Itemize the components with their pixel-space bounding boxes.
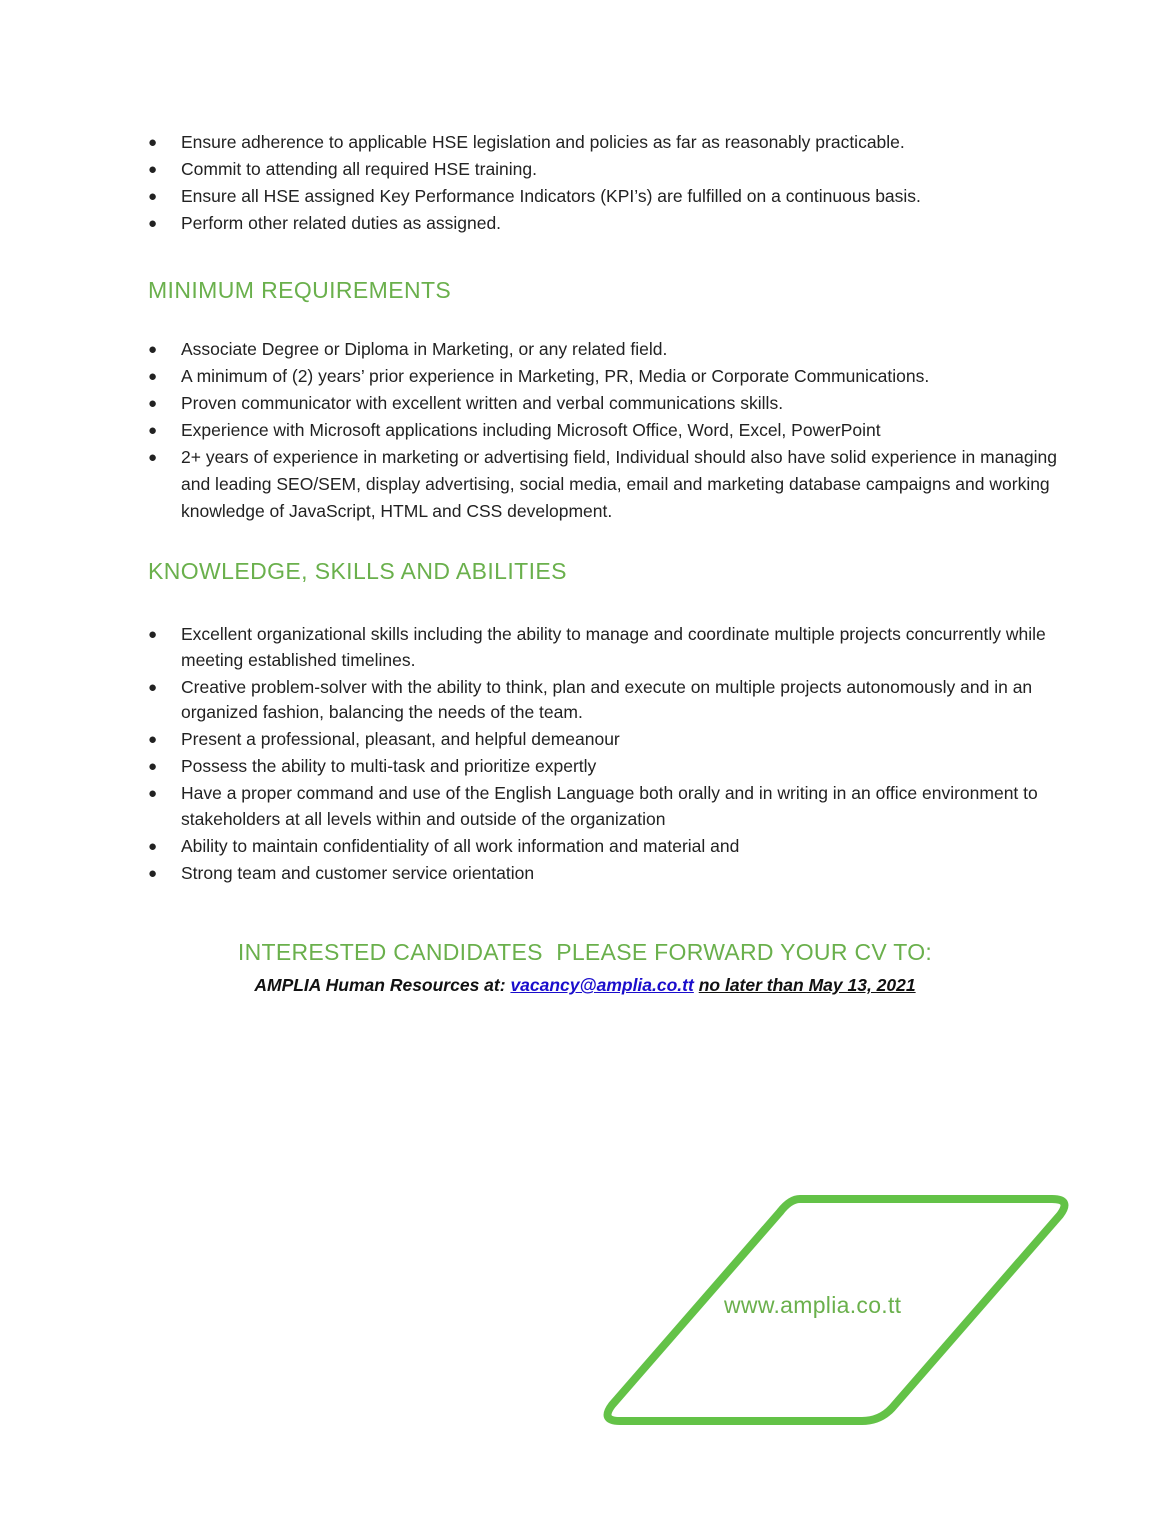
bullet-icon: ● (148, 731, 158, 748)
bullet-icon: ● (148, 134, 158, 151)
bullet-icon: ● (148, 837, 158, 855)
list-item: ● Creative problem-solver with the ability to think, plan and execute on multiple projects autonomously and in an organized fashion, balancing the needs of the team. (148, 676, 1033, 722)
list-item: ● Present a professional, pleasant, and helpful demeanour (148, 727, 1068, 753)
cta-prefix: AMPLIA Human Resources at: (254, 975, 511, 995)
bullet-icon: ● (148, 758, 158, 775)
bullet-icon: ● (148, 395, 158, 412)
section-heading-knowledge-skills: KNOWLEDGE, SKILLS AND ABILITIES (148, 558, 567, 584)
deadline-text: no later than May 13, 2021 (698, 975, 916, 995)
bullet-icon: ● (148, 626, 158, 643)
section-heading-minimum-requirements: MINIMUM REQUIREMENTS (148, 277, 452, 303)
bullet-icon: ● (148, 341, 158, 358)
list-item: ● Proven communicator with excellent written and verbal communications skills. (148, 390, 1068, 417)
bullet-icon: ● (148, 368, 158, 385)
bullet-icon: ● (148, 161, 158, 178)
bullet-icon: ● (148, 864, 158, 882)
bullet-icon: ● (148, 785, 158, 802)
bullet-icon: ● (148, 449, 158, 466)
list-item: ● Commit to attending all required HSE training. (148, 156, 1068, 183)
bullet-icon: ● (148, 215, 158, 232)
list-item: ● Perform other related duties as assigned. (148, 210, 1068, 237)
list-item: ● Strong team and customer service orientation (148, 861, 1068, 887)
list-item: ● Ensure adherence to applicable HSE legislation and policies as far as reasonably practicable. (148, 129, 1068, 156)
bullet-icon: ● (148, 188, 158, 205)
list-item: ● Experience with Microsoft applications including Microsoft Office, Word, Excel, PowerPoint (148, 417, 1068, 444)
list-item: ● Associate Degree or Diploma in Marketing, or any related field. (148, 336, 1068, 363)
bullet-icon: ● (148, 422, 158, 439)
list-item: ● A minimum of (2) years’ prior experience in Marketing, PR, Media or Corporate Communications. (148, 363, 1068, 390)
list-item: ● Possess the ability to multi-task and prioritize expertly (148, 754, 1068, 780)
list-item: ● Ability to maintain confidentiality of all work information and material and (148, 834, 1068, 860)
list-item: ● Excellent organizational skills including the ability to manage and coordinate multiple projects concurrently while meeting established timelines. (148, 624, 1046, 670)
website-url: www.amplia.co.tt (724, 1292, 902, 1318)
list-item: ● Have a proper command and use of the English Language both orally and in writing in an office environment to stakeholders at all levels within and outside of the organization (148, 783, 1038, 829)
bullet-icon: ● (148, 678, 158, 696)
email-link[interactable]: vacancy@amplia.co.tt (510, 975, 694, 995)
list-item: ● 2+ years of experience in marketing or advertising field, Individual should also have solid experience in managing and leading SEO/SEM, display advertising, social media, email and marketing database campaigns and working knowledge of JavaScript, HTML and CSS development. (148, 444, 1068, 525)
list-item: ● Ensure all HSE assigned Key Performance Indicators (KPI’s) are fulfilled on a continuous basis. (148, 183, 1068, 210)
cta-heading: INTERESTED CANDIDATES PLEASE FORWARD YOUR CV TO: (237, 939, 933, 965)
